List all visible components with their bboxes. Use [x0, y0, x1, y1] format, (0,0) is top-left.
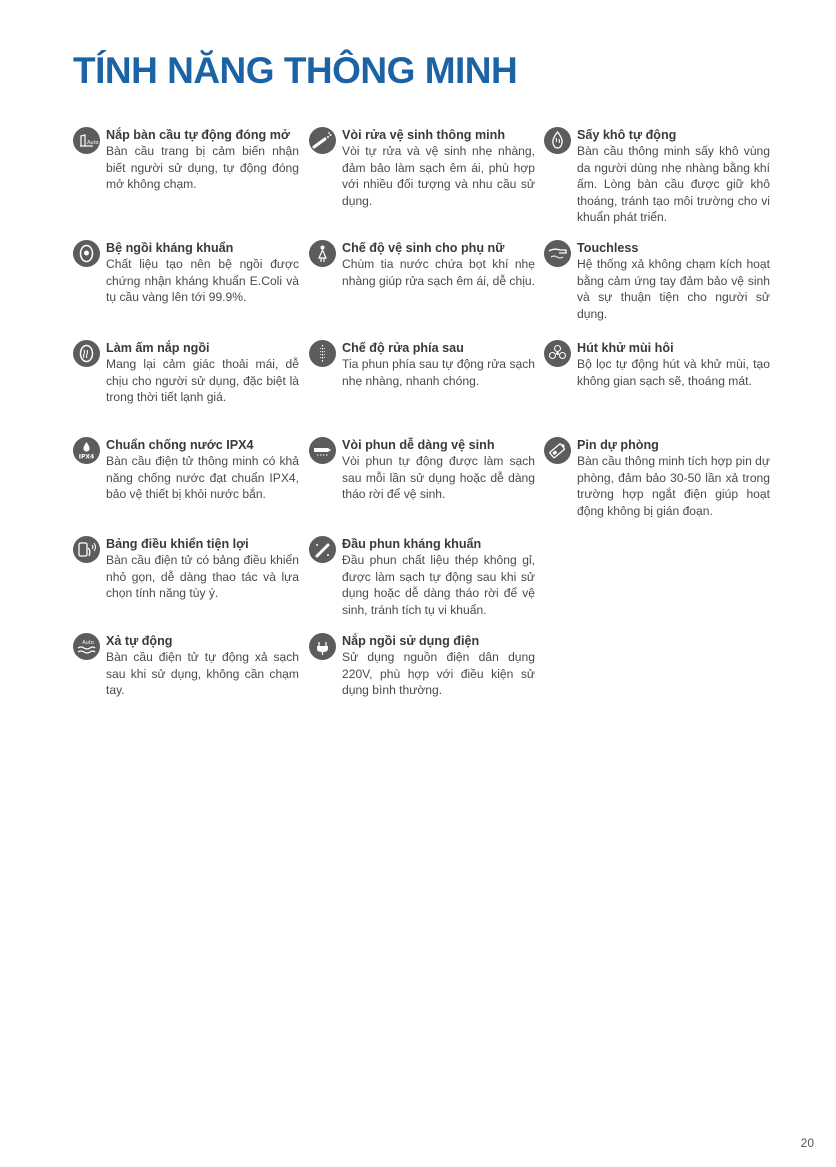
svg-text:IPX4: IPX4	[78, 453, 95, 461]
nozzle-clean-icon	[309, 437, 336, 464]
ipx4-waterproof-icon	[73, 437, 100, 464]
feature-description: Bàn cầu điện tử có bảng điều khiển nhỏ gọn, dễ dàng thao tác và lựa chọn tính năng tùy ý.	[106, 553, 299, 600]
deodorizer-fan-icon	[544, 340, 571, 367]
auto-lid-icon	[73, 127, 100, 154]
touchless-hand-icon	[544, 240, 571, 267]
feature-description: Bàn cầu thông minh tích hợp pin dự phòng, đảm bảo 30-50 lần xả trong trường hợp ngắt điện giúp hoạt động không bị gián đoạn.	[577, 454, 770, 518]
feature-title: Nắp ngồi sử dụng điện	[342, 634, 480, 648]
antibacterial-seat-icon	[73, 240, 100, 267]
feature-title: Touchless	[577, 241, 639, 255]
antibacterial-nozzle-icon	[309, 536, 336, 563]
feature-description: Mang lại cảm giác thoải mái, dễ chịu cho người sử dụng, đặc biệt là trong thời tiết lạnh giá.	[106, 357, 299, 404]
feature-description: Vòi tự rửa và vệ sinh nhẹ nhàng, đảm bảo làm sạch êm ái, phù hợp với nhiều đối tượng và nhu cầu sử dụng.	[342, 144, 535, 208]
feature-title: Chế độ rửa phía sau	[342, 341, 464, 355]
backup-battery-icon	[544, 437, 571, 464]
feature-title: Nắp bàn cầu tự động đóng mở	[106, 128, 290, 142]
feature-description: Bàn cầu thông minh sấy khô vùng da người dùng nhẹ nhàng bằng khí ấm. Lòng bàn cầu được giữ khô thoáng, tránh tạo môi trường cho vi khuẩn phát triển.	[577, 144, 770, 224]
feature-title: Đầu phun kháng khuẩn	[342, 537, 482, 551]
svg-text:Auto: Auto	[87, 140, 99, 146]
page-title: TÍNH NĂNG THÔNG MINH	[73, 50, 518, 91]
feature-description: Đầu phun chất liệu thép không gỉ, được làm sạch tự động sau khi sử dụng hoặc dễ dàng tháo rời để vệ sinh, tránh tích tụ vi khuẩn.	[342, 553, 535, 617]
feature-description: Bộ lọc tự động hút và khử mùi, tạo không gian sạch sẽ, thoáng mát.	[577, 357, 770, 388]
bidet-nozzle-icon	[309, 127, 336, 154]
feature-description: Chất liệu tạo nên bệ ngồi được chứng nhận kháng khuẩn E.Coli và tụ cầu vàng lên tới 99.9%.	[106, 257, 299, 304]
seat-warming-icon	[73, 340, 100, 367]
feature-description: Vòi phun tự động được làm sạch sau mỗi lần sử dụng hoặc dễ dàng tháo rời để vệ sinh.	[342, 454, 535, 501]
feature-description: Tia phun phía sau tự động rửa sạch nhẹ nhàng, nhanh chóng.	[342, 357, 535, 388]
svg-text:Auto: Auto	[82, 640, 94, 646]
power-plug-icon	[309, 633, 336, 660]
feature-description: Bàn cầu trang bị cảm biến nhận biết người sử dụng, tự động đóng mở không chạm.	[106, 144, 299, 191]
rear-wash-icon	[309, 340, 336, 367]
control-panel-icon	[73, 536, 100, 563]
feature-title: Xả tự động	[106, 634, 173, 648]
feature-title: Chế độ vệ sinh cho phụ nữ	[342, 241, 505, 255]
feature-title: Bảng điều khiển tiện lợi	[106, 537, 249, 551]
feature-title: Làm ấm nắp ngồi	[106, 341, 210, 355]
feature-title: Vòi rửa vệ sinh thông minh	[342, 128, 506, 142]
feature-title: Pin dự phòng	[577, 438, 659, 452]
feature-description: Sử dụng nguồn điện dân dụng 220V, phù hợp với điều kiện sử dụng bình thường.	[342, 650, 535, 697]
feature-description: Bàn cầu điện tử thông minh có khả năng chống nước đạt chuẩn IPX4, bảo vệ thiết bị khỏi nước bắn.	[106, 454, 299, 501]
feature-title: Hút khử mùi hôi	[577, 341, 674, 355]
warm-air-dry-icon	[544, 127, 571, 154]
feature-title: Chuẩn chống nước IPX4	[106, 438, 254, 452]
feature-title: Sấy khô tự động	[577, 128, 677, 142]
feature-description: Hệ thống xả không chạm kích hoạt bằng cảm ứng tay đảm bảo vệ sinh và sự thuận tiện cho người sử dụng.	[577, 257, 770, 321]
female-wash-icon	[309, 240, 336, 267]
feature-description: Chùm tia nước chứa bọt khí nhẹ nhàng giúp rửa sạch êm ái, dễ chịu.	[342, 257, 535, 288]
auto-flush-icon	[73, 633, 100, 660]
feature-description: Bàn cầu điện tử tự động xả sạch sau khi sử dụng, không cần chạm tay.	[106, 650, 299, 697]
feature-title: Bệ ngồi kháng khuẩn	[106, 241, 234, 255]
feature-title: Vòi phun dễ dàng vệ sinh	[342, 438, 495, 452]
page-number: 20	[800, 1136, 814, 1150]
